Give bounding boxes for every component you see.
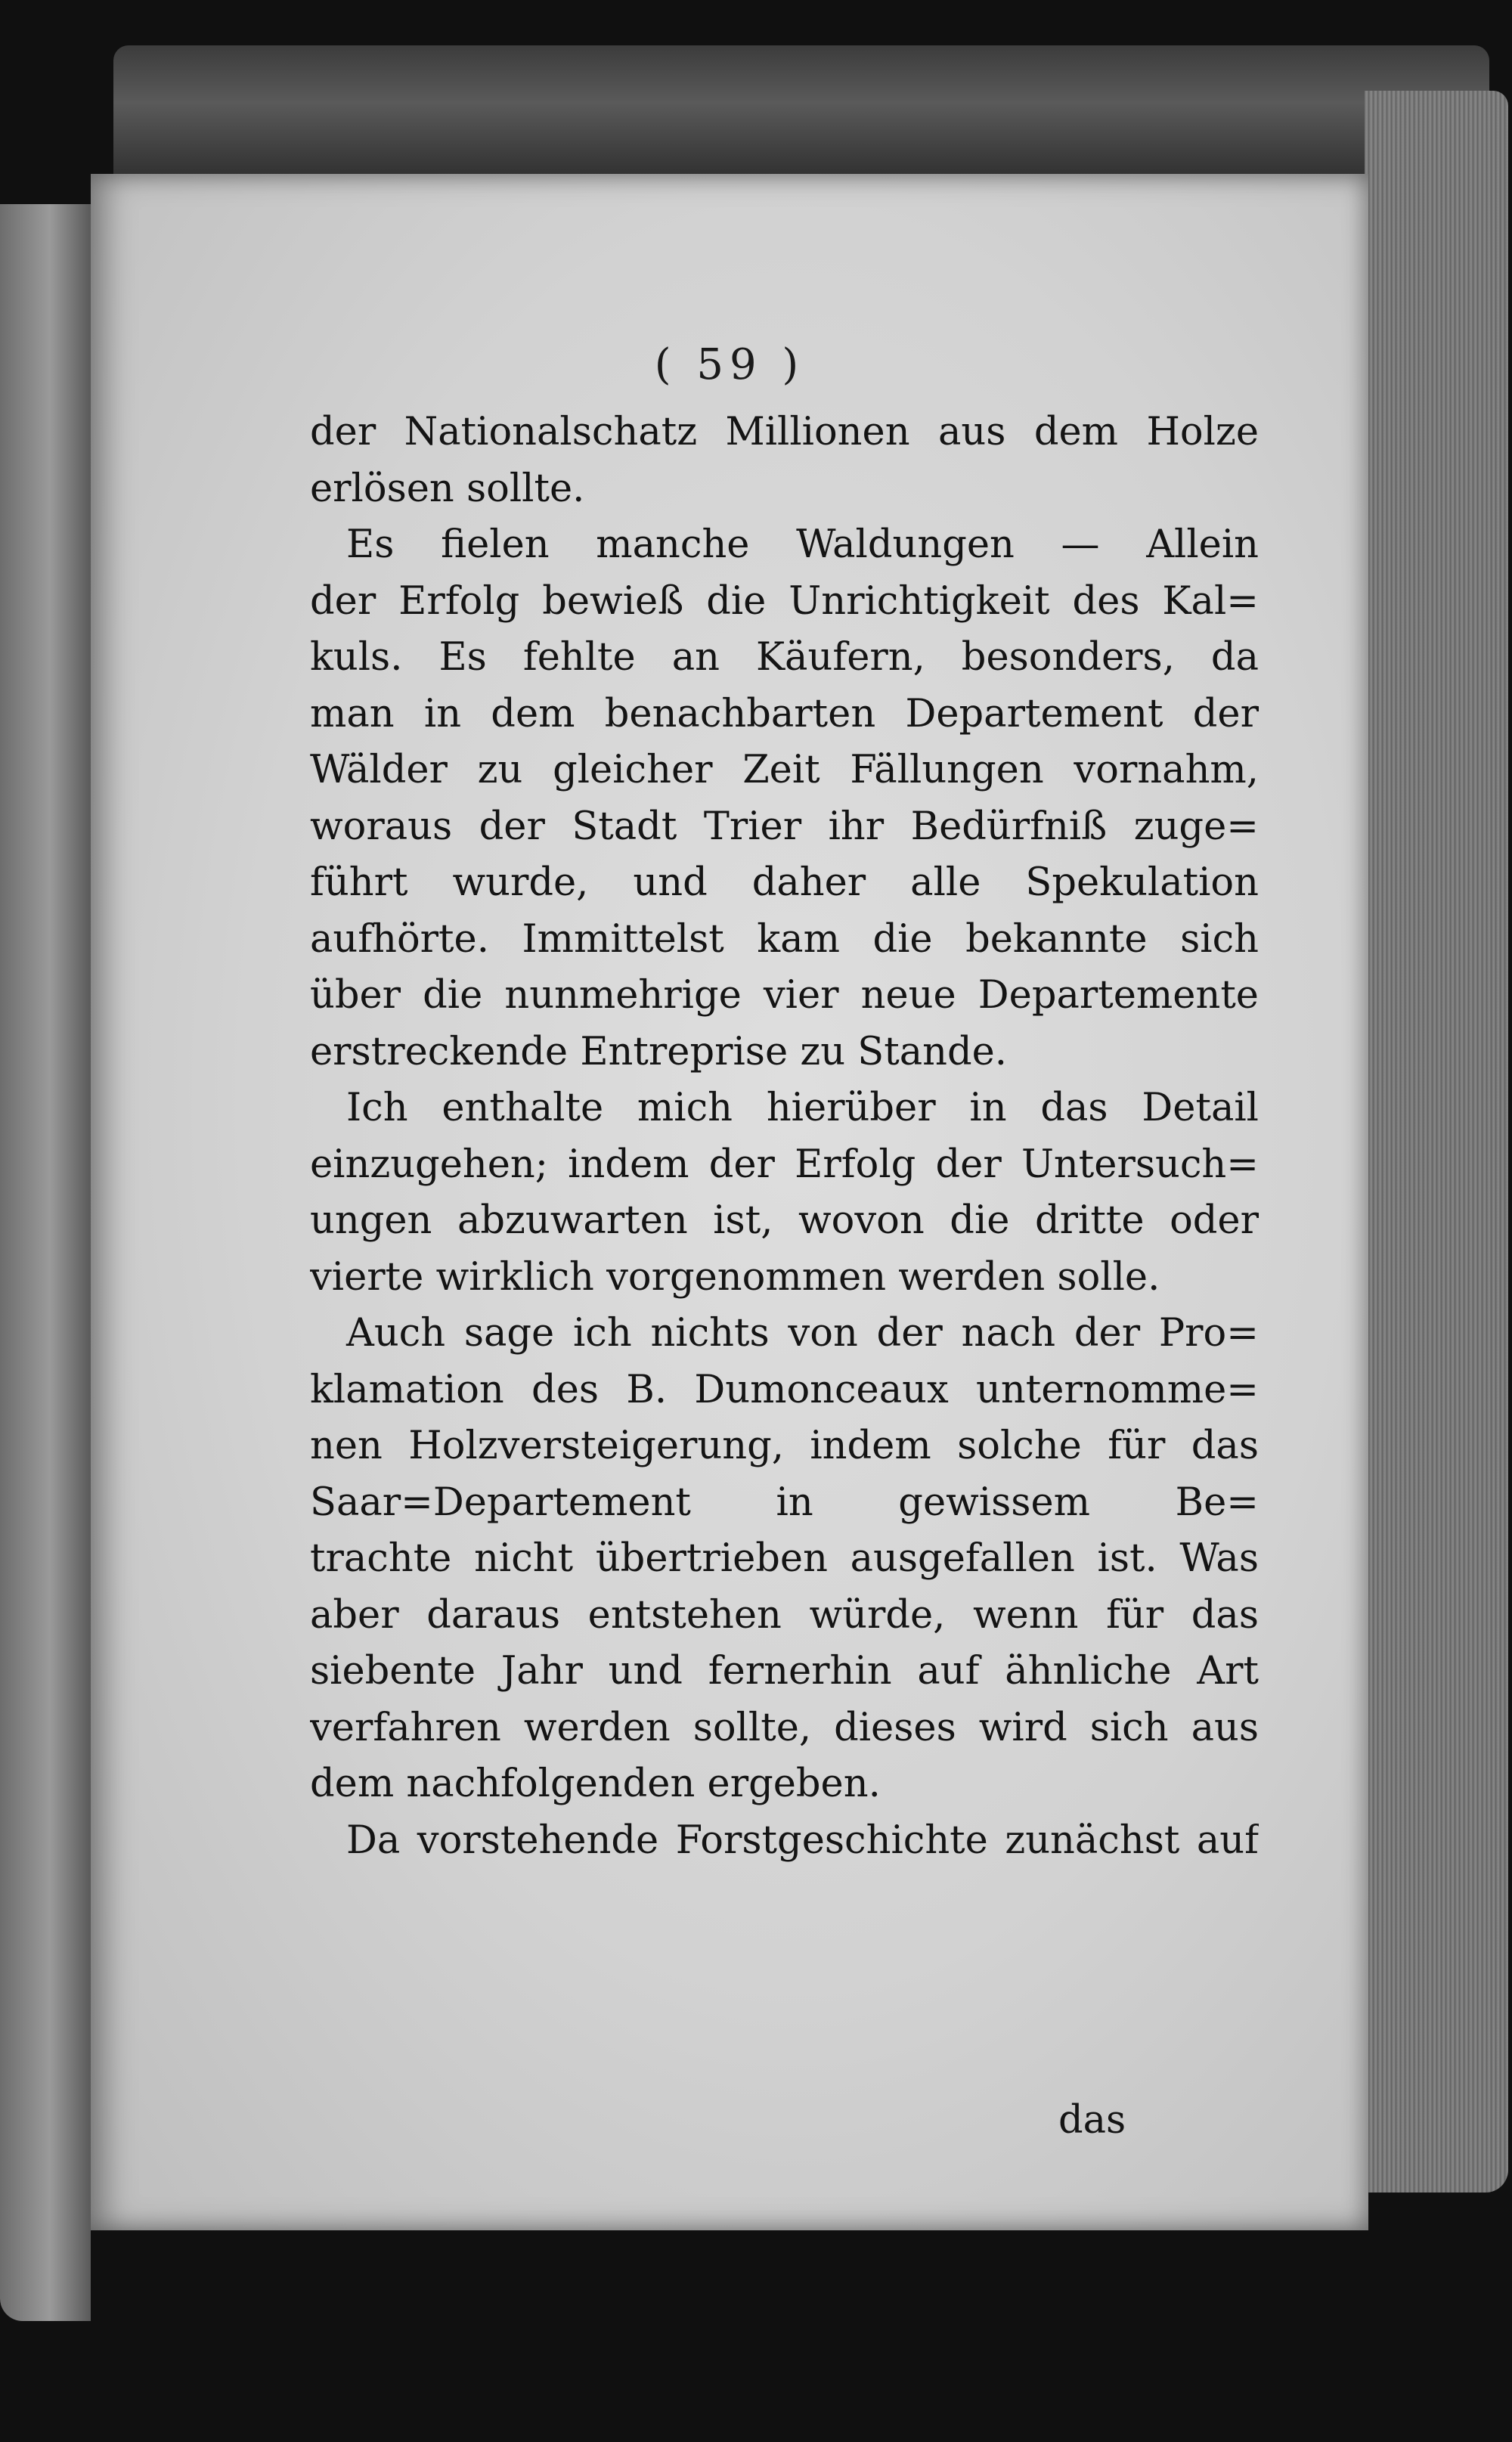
text-line: ungen abzuwarten ist, wovon die dritte oder — [310, 1198, 1259, 1243]
catchword: das — [1058, 2098, 1126, 2143]
text-line: aufhörte. Immittelst kam die bekannte sich — [310, 916, 1259, 962]
text-line: erlösen sollte. — [310, 466, 585, 511]
text-line: klamation des B. Dumonceaux unternomme= — [310, 1367, 1259, 1412]
text-line: man in dem benachbarten Departement der — [310, 691, 1259, 736]
left-page-edge — [0, 204, 91, 2321]
text-line: Es fielen manche Waldungen — Allein — [346, 522, 1259, 567]
text-line: aber daraus entstehen würde, wenn für das — [310, 1592, 1259, 1638]
book-fore-edge — [1365, 91, 1508, 2193]
text-line: nen Holzversteigerung, indem solche für das — [310, 1424, 1259, 1468]
text-line: erstreckende Entreprise zu Stande. — [310, 1029, 1008, 1074]
page-number: ( 59 ) — [654, 340, 805, 389]
text-line: Ich enthalte mich hierüber in das Detail — [346, 1086, 1259, 1130]
text-line: Wälder zu gleicher Zeit Fällungen vornahm, — [310, 748, 1259, 792]
text-line: siebente Jahr und fernerhin auf ähnliche Art — [310, 1649, 1259, 1694]
text-line: vierte wirklich vorgenommen werden solle. — [310, 1254, 1160, 1300]
text-line: kuls. Es fehlte an Käufern, besonders, da — [310, 635, 1259, 680]
text-line: dem nachfolgenden ergeben. — [310, 1762, 881, 1806]
text-line: der Nationalschatz Millionen aus dem Holze — [310, 410, 1259, 454]
book-top-edge — [113, 45, 1489, 189]
text-line: woraus der Stadt Trier ihr Bedürfniß zuge= — [310, 804, 1259, 849]
body-text — [310, 404, 1259, 1869]
text-line: Auch sage ich nichts von der nach der Pro= — [346, 1311, 1259, 1356]
text-line: Saar=Departement in gewissem Be= — [310, 1480, 1259, 1525]
text-line: Da vorstehende Forstgeschichte zunächst auf — [346, 1818, 1259, 1863]
book-page — [91, 174, 1368, 2230]
text-line: verfahren werden sollte, dieses wird sich aus — [310, 1705, 1259, 1750]
text-line: führt wurde, und daher alle Spekulation — [310, 860, 1259, 905]
text-line: trachte nicht übertrieben ausgefallen ist. Was — [310, 1536, 1259, 1581]
text-line: der Erfolg bewieß die Unrichtigkeit des Kal= — [310, 578, 1259, 624]
text-line: einzugehen; indem der Erfolg der Untersuch= — [310, 1142, 1259, 1187]
text-line: über die nunmehrige vier neue Departemente — [310, 973, 1259, 1018]
